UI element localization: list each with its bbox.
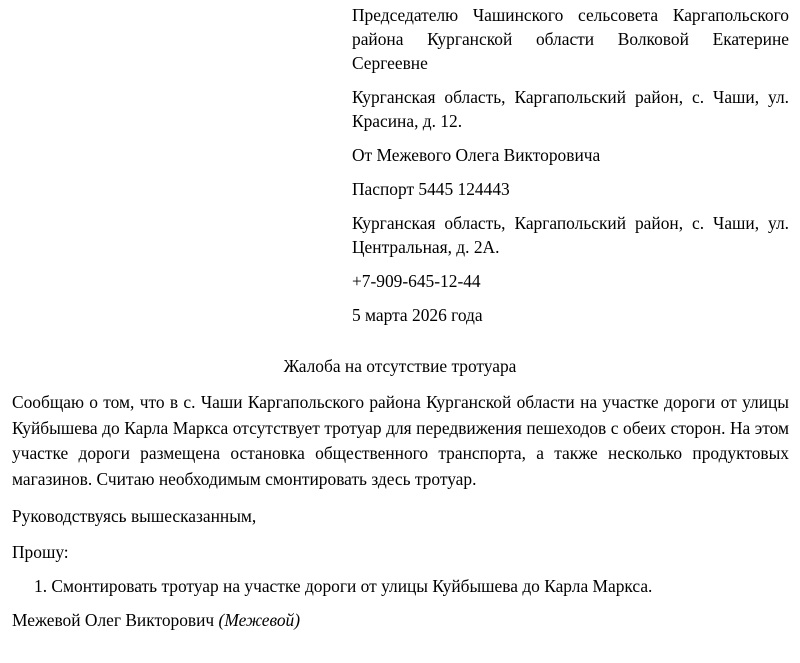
sender-address: Курганская область, Каргапольский район, с. Чаши, ул. Центральная, д. 2А. xyxy=(352,213,789,257)
signature-name: Межевой Олег Викторович xyxy=(12,610,215,630)
sender-line: От Межевого Олега Викторовича xyxy=(352,145,601,165)
document-title: Жалоба на отсутствие тротуара xyxy=(283,356,517,376)
list-item-text: Смонтировать тротуар на участке дороги от улицы Куйбышева до Карла Маркса. xyxy=(51,576,653,596)
guided-by-line: Руководствуясь вышесказанным, xyxy=(12,506,257,526)
complaint-body: Сообщаю о том, что в с. Чаши Каргапольского района Курганской области на участке дороги от улицы Куйбышева до Карла Маркса отсутствует тротуар для передвижения пешеходов с обеих сторон. На этом участке дороги размещена остановка общественного транспорта, а также несколько продуктовых магазинов. Считаю необходимым смонтировать здесь тротуар. xyxy=(12,392,789,489)
signature-sign: (Межевой) xyxy=(218,610,301,630)
document-date: 5 марта 2026 года xyxy=(352,305,483,325)
sender-phone: +7-909-645-12-44 xyxy=(352,271,481,291)
body-block xyxy=(12,390,789,632)
request-list xyxy=(12,574,789,598)
signature-line xyxy=(12,608,789,632)
addressee-address: Курганская область, Каргапольский район, с. Чаши, ул. Красина, д. 12. xyxy=(352,87,789,131)
request-label: Прошу: xyxy=(12,542,69,562)
sender-passport: Паспорт 5445 124443 xyxy=(352,179,510,199)
list-item xyxy=(12,574,789,598)
header-block xyxy=(352,3,789,337)
list-item-number: 1. xyxy=(34,576,48,596)
addressee-line: Председателю Чашинского сельсовета Каргапольского района Курганской области Волковой Екатерине Сергеевне xyxy=(352,5,789,73)
